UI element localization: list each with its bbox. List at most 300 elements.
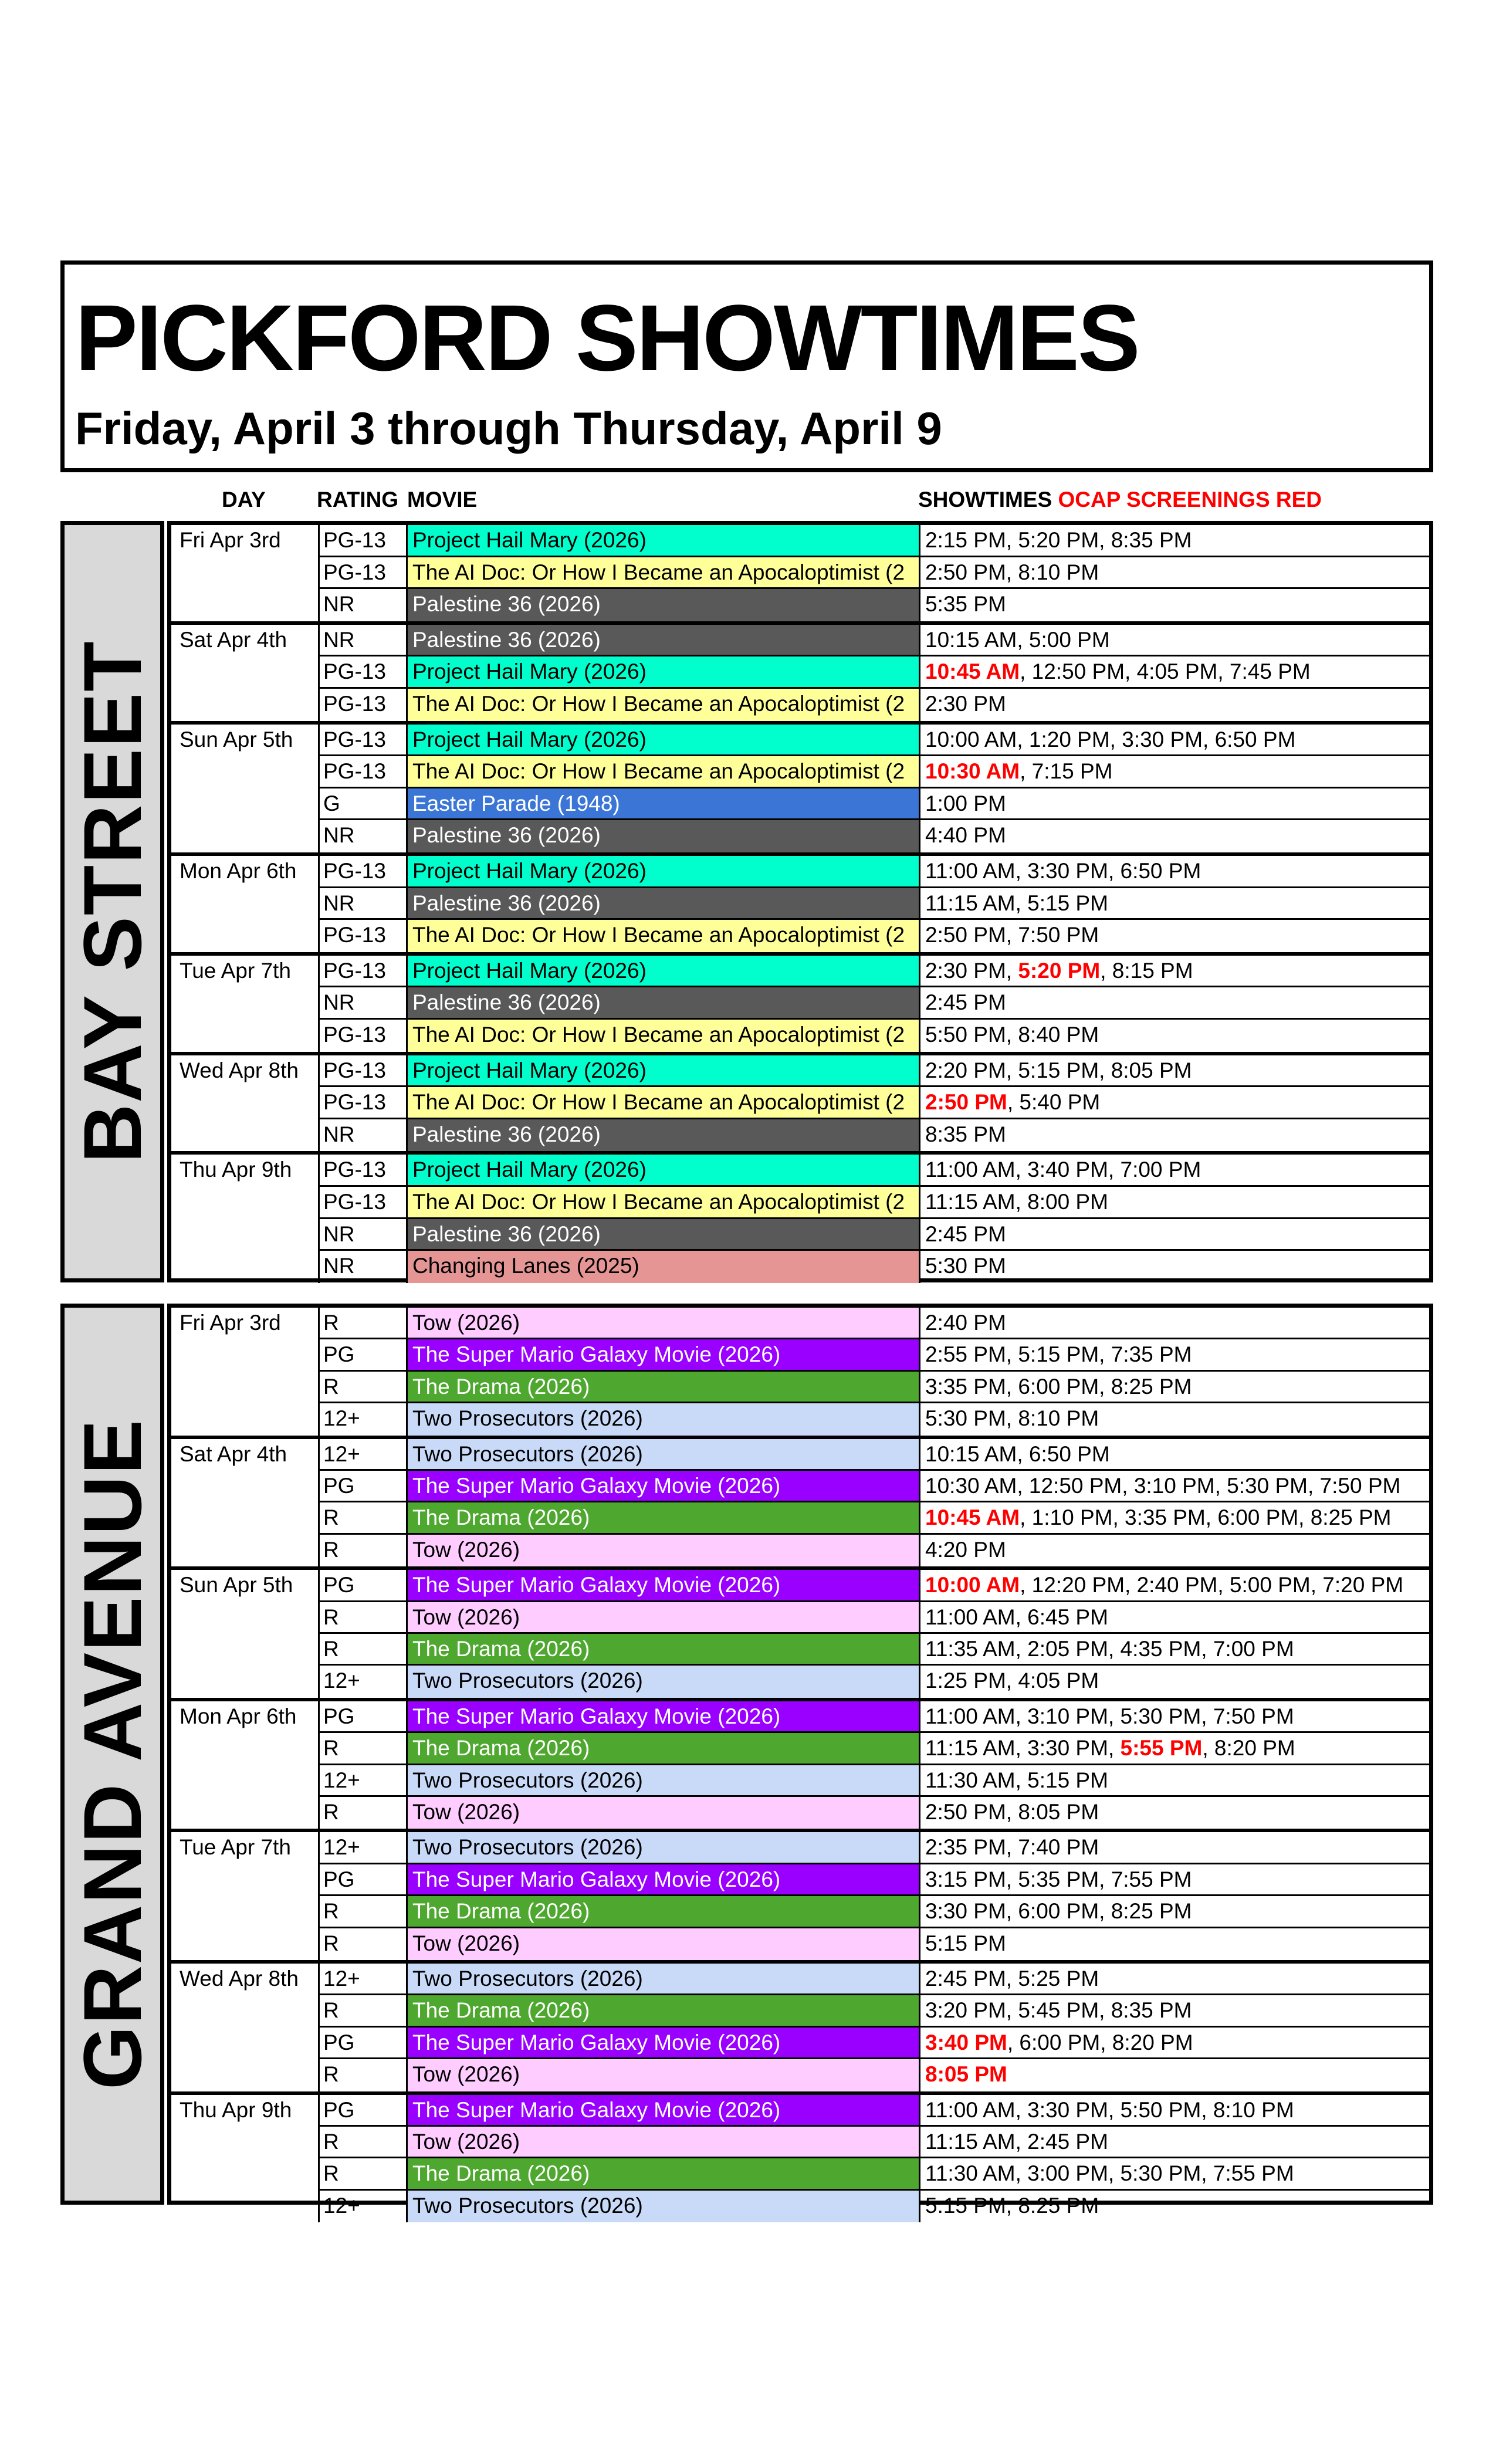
day-label: Sat Apr 4th <box>171 1439 320 1567</box>
showtime-text: , 5:40 PM <box>1007 1090 1101 1115</box>
showtime-text: 1:25 PM, 4:05 PM <box>925 1668 1099 1693</box>
day-block <box>171 1151 1429 1282</box>
showtimes-cell <box>920 2158 1429 2188</box>
showtimes-cell <box>920 1155 1429 1185</box>
showing-row <box>320 1995 1429 2027</box>
rating-cell: NR <box>320 589 408 621</box>
showtimes-cell <box>920 1403 1429 1435</box>
rating-cell: NR <box>320 1251 408 1283</box>
showtimes-cell <box>920 1964 1429 1993</box>
movie-cell: Tow (2026) <box>408 1602 920 1632</box>
showtime-text: 11:00 AM, 3:30 PM, 6:50 PM <box>925 859 1201 883</box>
day-block <box>171 721 1429 852</box>
showtimes-cell <box>920 956 1429 986</box>
movie-cell: The Drama (2026) <box>408 1372 920 1402</box>
showing-row <box>320 2158 1429 2190</box>
showtime-text: , 12:50 PM, 4:05 PM, 7:45 PM <box>1020 659 1311 684</box>
showtime-text: 3:35 PM, 6:00 PM, 8:25 PM <box>925 1374 1192 1399</box>
showing-row <box>320 987 1429 1020</box>
showtime-text: , 8:20 PM <box>1202 1736 1295 1761</box>
rating-cell: NR <box>320 1119 408 1152</box>
movie-cell: Tow (2026) <box>408 1928 920 1960</box>
rating-cell: PG <box>320 2028 408 2057</box>
showtimes-cell <box>920 589 1429 621</box>
rating-cell: PG <box>320 1471 408 1501</box>
showtimes-cell <box>920 1119 1429 1152</box>
rating-cell: PG-13 <box>320 856 408 886</box>
showing-row <box>320 2095 1429 2127</box>
showtimes-cell <box>920 1733 1429 1763</box>
showing-row <box>320 756 1429 788</box>
movie-cell: Changing Lanes (2025) <box>408 1251 920 1283</box>
showing-row <box>320 1155 1429 1187</box>
showtime-text: 10:15 AM, 5:00 PM <box>925 627 1110 652</box>
showtime-text: 11:00 AM, 6:45 PM <box>925 1605 1108 1629</box>
showtime-text: , 1:10 PM, 3:35 PM, 6:00 PM, 8:25 PM <box>1020 1505 1392 1530</box>
showtime-text: 11:15 AM, 8:00 PM <box>925 1189 1108 1214</box>
showing-row <box>320 788 1429 821</box>
movie-cell: Palestine 36 (2026) <box>408 1219 920 1250</box>
showing-row <box>320 525 1429 557</box>
ocap-note: OCAP SCREENINGS RED <box>1058 488 1322 512</box>
showing-row <box>320 1439 1429 1471</box>
showing-row <box>320 2127 1429 2158</box>
movie-cell: The AI Doc: Or How I Became an Apocaloptimist (2 <box>408 689 920 721</box>
showtimes-cell <box>920 1995 1429 2025</box>
showtimes-cell <box>920 557 1429 588</box>
showtime-text: 11:30 AM, 5:15 PM <box>925 1768 1108 1792</box>
showtimes-cell <box>920 2028 1429 2057</box>
showtime-text: 2:30 PM, <box>925 958 1018 983</box>
ocap-showtime: 2:50 PM <box>925 1090 1007 1115</box>
day-block <box>171 1308 1429 1436</box>
showtimes-cell <box>920 725 1429 755</box>
day-label: Thu Apr 9th <box>171 2095 320 2223</box>
showtime-text: 10:30 AM, 12:50 PM, 3:10 PM, 5:30 PM, 7:50 PM <box>925 1473 1401 1498</box>
rating-cell: R <box>320 1372 408 1402</box>
day-label: Mon Apr 6th <box>171 856 320 952</box>
grand-avenue-schedule <box>167 1304 1433 2218</box>
rating-cell: PG-13 <box>320 525 408 556</box>
showtime-text: , 12:20 PM, 2:40 PM, 5:00 PM, 7:20 PM <box>1020 1573 1404 1597</box>
showing-row <box>320 1219 1429 1251</box>
showtimes-cell <box>920 820 1429 852</box>
showtime-text: 2:20 PM, 5:15 PM, 8:05 PM <box>925 1058 1192 1082</box>
day-label: Wed Apr 8th <box>171 1964 320 2091</box>
showtime-text: 11:30 AM, 3:00 PM, 5:30 PM, 7:55 PM <box>925 2161 1294 2186</box>
showtime-text: 4:40 PM <box>925 823 1006 848</box>
showing-row <box>320 1471 1429 1502</box>
movie-cell: The Super Mario Galaxy Movie (2026) <box>408 1471 920 1501</box>
column-header-showtimes <box>918 485 1322 515</box>
movie-cell: The Super Mario Galaxy Movie (2026) <box>408 1570 920 1600</box>
rating-cell: PG-13 <box>320 1187 408 1217</box>
showing-row <box>320 1372 1429 1403</box>
day-label: Sat Apr 4th <box>171 625 320 721</box>
showing-row <box>320 656 1429 689</box>
rating-cell: R <box>320 1797 408 1829</box>
showing-row <box>320 1896 1429 1928</box>
showtimes-cell <box>920 1570 1429 1600</box>
day-label: Wed Apr 8th <box>171 1055 320 1152</box>
day-label: Fri Apr 3rd <box>171 525 320 621</box>
movie-cell: Two Prosecutors (2026) <box>408 1403 920 1435</box>
movie-cell: Palestine 36 (2026) <box>408 888 920 919</box>
theater-label-grand-avenue <box>60 1304 164 2205</box>
rating-cell: R <box>320 2127 408 2157</box>
movie-cell: The AI Doc: Or How I Became an Apocaloptimist (2 <box>408 756 920 787</box>
showing-row <box>320 725 1429 757</box>
showtime-text: 4:20 PM <box>925 1537 1006 1562</box>
showtimes-cell <box>920 1020 1429 1052</box>
rating-cell: NR <box>320 987 408 1018</box>
showtime-text: 3:20 PM, 5:45 PM, 8:35 PM <box>925 1998 1192 2023</box>
showtimes-cell <box>920 1339 1429 1369</box>
column-header-movie: MOVIE <box>407 488 478 512</box>
showtime-text: 11:15 AM, 3:30 PM, <box>925 1736 1121 1761</box>
ocap-showtime: 5:20 PM <box>1018 958 1101 983</box>
page-title: PICKFORD SHOWTIMES <box>75 285 1139 390</box>
rating-cell: PG-13 <box>320 1155 408 1185</box>
showtime-text: 1:00 PM <box>925 791 1006 815</box>
showtime-text: 11:00 AM, 3:40 PM, 7:00 PM <box>925 1157 1201 1182</box>
date-range-subtitle: Friday, April 3 through Thursday, April 9 <box>75 402 942 454</box>
showtime-text: 5:50 PM, 8:40 PM <box>925 1022 1099 1047</box>
showing-row <box>320 856 1429 888</box>
showing-row <box>320 2191 1429 2222</box>
showtime-text: 11:15 AM, 2:45 PM <box>925 2129 1108 2154</box>
showtime-text: 5:30 PM <box>925 1254 1006 1278</box>
showtime-text: 2:45 PM <box>925 1221 1006 1246</box>
rating-cell: 12+ <box>320 2191 408 2222</box>
movie-cell: The Super Mario Galaxy Movie (2026) <box>408 2028 920 2057</box>
showtimes-cell <box>920 788 1429 819</box>
showing-row <box>320 1535 1429 1566</box>
day-block <box>171 1436 1429 1567</box>
showtime-text: 5:35 PM <box>925 592 1006 617</box>
movie-cell: Easter Parade (1948) <box>408 788 920 819</box>
showtime-text: , 7:15 PM <box>1020 759 1113 784</box>
showtimes-cell <box>920 1701 1429 1731</box>
ocap-showtime: 10:45 AM <box>925 659 1020 684</box>
rating-cell: PG-13 <box>320 725 408 755</box>
showing-row <box>320 1701 1429 1733</box>
showtimes-cell <box>920 1832 1429 1862</box>
rating-cell: R <box>320 1502 408 1532</box>
day-block <box>171 525 1429 621</box>
showtime-text: 11:35 AM, 2:05 PM, 4:35 PM, 7:00 PM <box>925 1636 1294 1661</box>
showtime-text: 10:00 AM, 1:20 PM, 3:30 PM, 6:50 PM <box>925 727 1296 752</box>
showtimes-cell <box>920 856 1429 886</box>
showtimes-cell <box>920 2095 1429 2125</box>
showtimes-cell <box>920 1439 1429 1469</box>
showing-row <box>320 1797 1429 1829</box>
rating-cell: PG-13 <box>320 557 408 588</box>
movie-cell: Project Hail Mary (2026) <box>408 956 920 986</box>
column-header-day: DAY <box>222 488 266 512</box>
movie-cell: Two Prosecutors (2026) <box>408 1765 920 1795</box>
rating-cell: 12+ <box>320 1765 408 1795</box>
showtimes-cell <box>920 1187 1429 1217</box>
movie-cell: The Super Mario Galaxy Movie (2026) <box>408 2095 920 2125</box>
showtime-text: 11:00 AM, 3:10 PM, 5:30 PM, 7:50 PM <box>925 1704 1294 1728</box>
showing-row <box>320 2028 1429 2059</box>
movie-cell: Palestine 36 (2026) <box>408 987 920 1018</box>
showing-row <box>320 1119 1429 1152</box>
showing-row <box>320 1964 1429 1995</box>
showtimes-cell <box>920 1928 1429 1960</box>
bay-street-schedule <box>167 521 1433 1282</box>
movie-cell: Project Hail Mary (2026) <box>408 856 920 886</box>
showtimes-cell <box>920 920 1429 952</box>
showing-row <box>320 1055 1429 1088</box>
showtimes-cell <box>920 1372 1429 1402</box>
showtime-text: 10:15 AM, 6:50 PM <box>925 1441 1110 1466</box>
rating-cell: PG <box>320 1339 408 1369</box>
showtimes-cell <box>920 2059 1429 2091</box>
day-label: Mon Apr 6th <box>171 1701 320 1829</box>
day-label: Fri Apr 3rd <box>171 1308 320 1436</box>
day-block <box>171 1698 1429 1829</box>
rating-cell: NR <box>320 820 408 852</box>
movie-cell: The Drama (2026) <box>408 1995 920 2025</box>
movie-cell: Two Prosecutors (2026) <box>408 2191 920 2222</box>
showtimes-cell <box>920 1055 1429 1086</box>
showtime-text: 3:30 PM, 6:00 PM, 8:25 PM <box>925 1899 1192 1924</box>
rating-cell: R <box>320 1634 408 1664</box>
showing-row <box>320 625 1429 657</box>
rating-cell: PG <box>320 1701 408 1731</box>
showtimes-cell <box>920 1602 1429 1632</box>
showtimes-cell <box>920 1471 1429 1501</box>
ocap-showtime: 10:00 AM <box>925 1573 1020 1597</box>
showtime-text: 3:15 PM, 5:35 PM, 7:55 PM <box>925 1867 1192 1891</box>
showtime-text: 2:50 PM, 8:05 PM <box>925 1799 1099 1824</box>
movie-cell: Palestine 36 (2026) <box>408 625 920 655</box>
rating-cell: PG-13 <box>320 1087 408 1118</box>
rating-cell: 12+ <box>320 1439 408 1469</box>
movie-cell: The Drama (2026) <box>408 1733 920 1763</box>
day-block <box>171 1566 1429 1698</box>
rating-cell: 12+ <box>320 1964 408 1993</box>
day-block <box>171 1960 1429 2091</box>
showtimes-cell <box>920 689 1429 721</box>
movie-cell: Project Hail Mary (2026) <box>408 725 920 755</box>
theater-name: BAY STREET <box>66 640 158 1163</box>
ocap-showtime: 5:55 PM <box>1120 1736 1203 1761</box>
showtimes-cell <box>920 987 1429 1018</box>
day-block <box>171 1829 1429 1960</box>
rating-cell: NR <box>320 1219 408 1250</box>
theater-label-bay-street <box>60 521 164 1282</box>
showtimes-cell <box>920 1219 1429 1250</box>
showtimes-cell <box>920 1765 1429 1795</box>
showing-row <box>320 1020 1429 1052</box>
showtime-text: 2:45 PM <box>925 990 1006 1015</box>
showtimes-cell <box>920 888 1429 919</box>
showing-row <box>320 2059 1429 2091</box>
showing-row <box>320 820 1429 852</box>
showing-row <box>320 1308 1429 1339</box>
rating-cell: 12+ <box>320 1832 408 1862</box>
showtimes-cell <box>920 656 1429 687</box>
movie-cell: The Drama (2026) <box>408 2158 920 2188</box>
showing-row <box>320 1602 1429 1634</box>
showtimes-cell <box>920 1864 1429 1894</box>
movie-cell: Project Hail Mary (2026) <box>408 525 920 556</box>
showtime-text: 8:35 PM <box>925 1122 1006 1146</box>
rating-cell: PG <box>320 2095 408 2125</box>
rating-cell: R <box>320 1535 408 1566</box>
showing-row <box>320 1634 1429 1666</box>
showing-row <box>320 956 1429 988</box>
movie-cell: Palestine 36 (2026) <box>408 589 920 621</box>
showtimes-cell <box>920 2191 1429 2222</box>
rating-cell: PG-13 <box>320 689 408 721</box>
movie-cell: Project Hail Mary (2026) <box>408 656 920 687</box>
rating-cell: R <box>320 2158 408 2188</box>
showing-row <box>320 1403 1429 1435</box>
showtimes-cell <box>920 756 1429 787</box>
movie-cell: Two Prosecutors (2026) <box>408 1439 920 1469</box>
rating-cell: PG <box>320 1570 408 1600</box>
rating-cell: PG-13 <box>320 656 408 687</box>
showing-row <box>320 689 1429 721</box>
rating-cell: G <box>320 788 408 819</box>
ocap-showtime: 3:40 PM <box>925 2030 1007 2055</box>
movie-cell: Tow (2026) <box>408 2127 920 2157</box>
showing-row <box>320 1765 1429 1797</box>
ocap-showtime: 10:45 AM <box>925 1505 1020 1530</box>
movie-cell: Two Prosecutors (2026) <box>408 1964 920 1993</box>
showing-row <box>320 1666 1429 1697</box>
day-label: Tue Apr 7th <box>171 1832 320 1960</box>
showing-row <box>320 1928 1429 1960</box>
movie-cell: The AI Doc: Or How I Became an Apocaloptimist (2 <box>408 557 920 588</box>
showing-row <box>320 1339 1429 1371</box>
movie-cell: The AI Doc: Or How I Became an Apocaloptimist (2 <box>408 920 920 952</box>
rating-cell: PG-13 <box>320 756 408 787</box>
showtime-text: 11:00 AM, 3:30 PM, 5:50 PM, 8:10 PM <box>925 2097 1294 2122</box>
rating-cell: 12+ <box>320 1403 408 1435</box>
showtime-text: 11:15 AM, 5:15 PM <box>925 891 1108 915</box>
showing-row <box>320 920 1429 952</box>
rating-cell: PG-13 <box>320 956 408 986</box>
rating-cell: PG <box>320 1864 408 1894</box>
showtime-text: 5:15 PM, 8:25 PM <box>925 2193 1099 2218</box>
theater-name: GRAND AVENUE <box>66 1418 158 2090</box>
showtimes-cell <box>920 1666 1429 1697</box>
showing-row <box>320 557 1429 590</box>
day-block <box>171 621 1429 721</box>
rating-cell: R <box>320 2059 408 2091</box>
day-label: Tue Apr 7th <box>171 956 320 1052</box>
movie-cell: Tow (2026) <box>408 2059 920 2091</box>
showing-row <box>320 1864 1429 1896</box>
movie-cell: The AI Doc: Or How I Became an Apocaloptimist (2 <box>408 1187 920 1217</box>
movie-cell: Two Prosecutors (2026) <box>408 1666 920 1697</box>
showtime-text: , 6:00 PM, 8:20 PM <box>1007 2030 1193 2055</box>
movie-cell: Tow (2026) <box>408 1535 920 1566</box>
showtimes-cell <box>920 1308 1429 1338</box>
title-box <box>60 260 1433 472</box>
rating-cell: NR <box>320 888 408 919</box>
showtime-text: 2:40 PM <box>925 1311 1006 1335</box>
showtime-text: , 8:15 PM <box>1100 958 1193 983</box>
ocap-showtime: 8:05 PM <box>925 2062 1007 2087</box>
showtimes-cell <box>920 625 1429 655</box>
movie-cell: Palestine 36 (2026) <box>408 820 920 852</box>
rating-cell: R <box>320 1308 408 1338</box>
movie-cell: Two Prosecutors (2026) <box>408 1832 920 1862</box>
showing-row <box>320 1733 1429 1765</box>
ocap-showtime: 10:30 AM <box>925 759 1020 784</box>
showtime-text: 2:35 PM, 7:40 PM <box>925 1835 1099 1860</box>
showing-row <box>320 1087 1429 1119</box>
showtimes-cell <box>920 1634 1429 1664</box>
showing-row <box>320 888 1429 920</box>
rating-cell: PG-13 <box>320 1055 408 1086</box>
showtime-text: 2:45 PM, 5:25 PM <box>925 1967 1099 1991</box>
movie-cell: Tow (2026) <box>408 1308 920 1338</box>
showing-row <box>320 1251 1429 1283</box>
showtime-text: 2:50 PM, 7:50 PM <box>925 923 1099 947</box>
day-block <box>171 952 1429 1052</box>
showtime-text: 5:30 PM, 8:10 PM <box>925 1406 1099 1431</box>
day-block <box>171 852 1429 952</box>
showtimes-cell <box>920 1251 1429 1283</box>
showing-row <box>320 1832 1429 1864</box>
rating-cell: R <box>320 1733 408 1763</box>
movie-cell: Palestine 36 (2026) <box>408 1119 920 1152</box>
showtimes-cell <box>920 1797 1429 1829</box>
day-label: Sun Apr 5th <box>171 725 320 852</box>
movie-cell: The Super Mario Galaxy Movie (2026) <box>408 1864 920 1894</box>
day-block <box>171 1052 1429 1152</box>
showtime-text: 2:50 PM, 8:10 PM <box>925 560 1099 584</box>
movie-cell: The AI Doc: Or How I Became an Apocaloptimist (2 <box>408 1087 920 1118</box>
showtimes-cell <box>920 1896 1429 1926</box>
rating-cell: R <box>320 1928 408 1960</box>
rating-cell: PG-13 <box>320 1020 408 1052</box>
showtimes-cell <box>920 525 1429 556</box>
day-label: Sun Apr 5th <box>171 1570 320 1698</box>
showing-row <box>320 1502 1429 1534</box>
showing-row <box>320 1570 1429 1602</box>
rating-cell: R <box>320 1602 408 1632</box>
movie-cell: The Drama (2026) <box>408 1896 920 1926</box>
movie-cell: The AI Doc: Or How I Became an Apocaloptimist (2 <box>408 1020 920 1052</box>
showtime-text: 2:30 PM <box>925 691 1006 716</box>
showtimes-cell <box>920 1087 1429 1118</box>
showtimes-cell <box>920 1535 1429 1566</box>
showtimes-label: SHOWTIMES <box>918 488 1052 512</box>
rating-cell: R <box>320 1896 408 1926</box>
column-header-rating: RATING <box>317 488 399 512</box>
showing-row <box>320 1187 1429 1219</box>
rating-cell: R <box>320 1995 408 2025</box>
day-label: Thu Apr 9th <box>171 1155 320 1282</box>
movie-cell: Project Hail Mary (2026) <box>408 1055 920 1086</box>
rating-cell: 12+ <box>320 1666 408 1697</box>
day-block <box>171 2091 1429 2223</box>
rating-cell: PG-13 <box>320 920 408 952</box>
showtime-text: 2:15 PM, 5:20 PM, 8:35 PM <box>925 528 1192 552</box>
movie-cell: The Super Mario Galaxy Movie (2026) <box>408 1701 920 1731</box>
movie-cell: The Super Mario Galaxy Movie (2026) <box>408 1339 920 1369</box>
showtimes-cell <box>920 1502 1429 1532</box>
showtime-text: 5:15 PM <box>925 1931 1006 1955</box>
